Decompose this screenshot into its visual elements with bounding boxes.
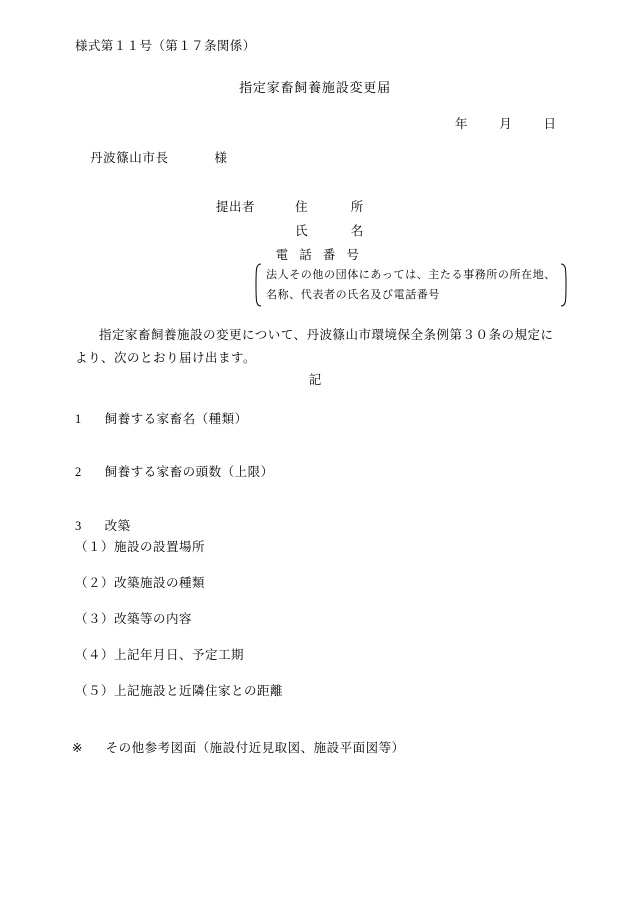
date-year: 年 [455,117,469,131]
submitter-address-label-2: 所 [350,200,364,214]
brace-note-line-1: 法人その他の団体にあっては、主たる事務所の所在地、 [266,269,556,281]
left-brace-icon [252,263,262,307]
sub-item-2: （２）改築施設の種類 [75,576,206,590]
document-title: 指定家畜飼養施設変更届 [239,80,391,95]
submitter-name-label-2: 名 [350,224,364,238]
submitter-address-label-1: 住 [295,200,309,214]
brace-note-block [252,263,570,307]
sub-item-1: （１）施設の設置場所 [75,540,206,554]
submitter-address-row [216,195,383,219]
item-1-label: 飼養する家畜名（種類） [104,412,248,426]
body-paragraph: 指定家畜飼養施設の変更について、丹波篠山市環境保全条例第３０条の規定により、次のとおり届け出ます。 [75,328,554,365]
right-brace-icon [560,263,570,307]
footnote-mark: ※ [72,741,83,755]
item-2 [75,462,274,480]
item-3-label: 改築 [104,519,131,533]
submitter-label: 提出者 [216,200,256,214]
sub-item-5: （５）上記施設と近隣住家との距離 [75,684,284,698]
item-3-number: 3 [75,519,82,533]
submitter-name-label-1: 氏 [295,224,309,238]
footnote-text: その他参考図面（施設付近見取図、施設平面図等） [105,741,405,755]
addressee-honorific: 様 [214,151,228,165]
item-3 [75,516,131,534]
form-number: 様式第１１号（第１７条関係） [75,39,256,53]
item-1-number: 1 [75,412,82,426]
submitter-name-row [216,219,383,243]
sub-item-3: （３）改築等の内容 [75,612,193,626]
item-2-number: 2 [75,465,82,479]
submitter-phone-label: 電 話 番 号 [275,248,364,262]
date-day: 日 [543,117,557,131]
item-2-label: 飼養する家畜の頭数（上限） [104,465,274,479]
addressee-name: 丹波篠山市長 [90,151,169,165]
brace-note-text [266,265,556,305]
addressee [90,148,227,166]
submitter-block [216,195,383,267]
brace-note-line-2: 名称、代表者の氏名及び電話番号 [266,289,440,301]
item-1 [75,409,248,427]
date-month: 月 [499,117,513,131]
footnote [72,738,405,756]
sub-item-4: （４）上記年月日、予定工期 [75,648,245,662]
date-line [455,114,557,132]
ki-marker: 記 [308,373,322,387]
